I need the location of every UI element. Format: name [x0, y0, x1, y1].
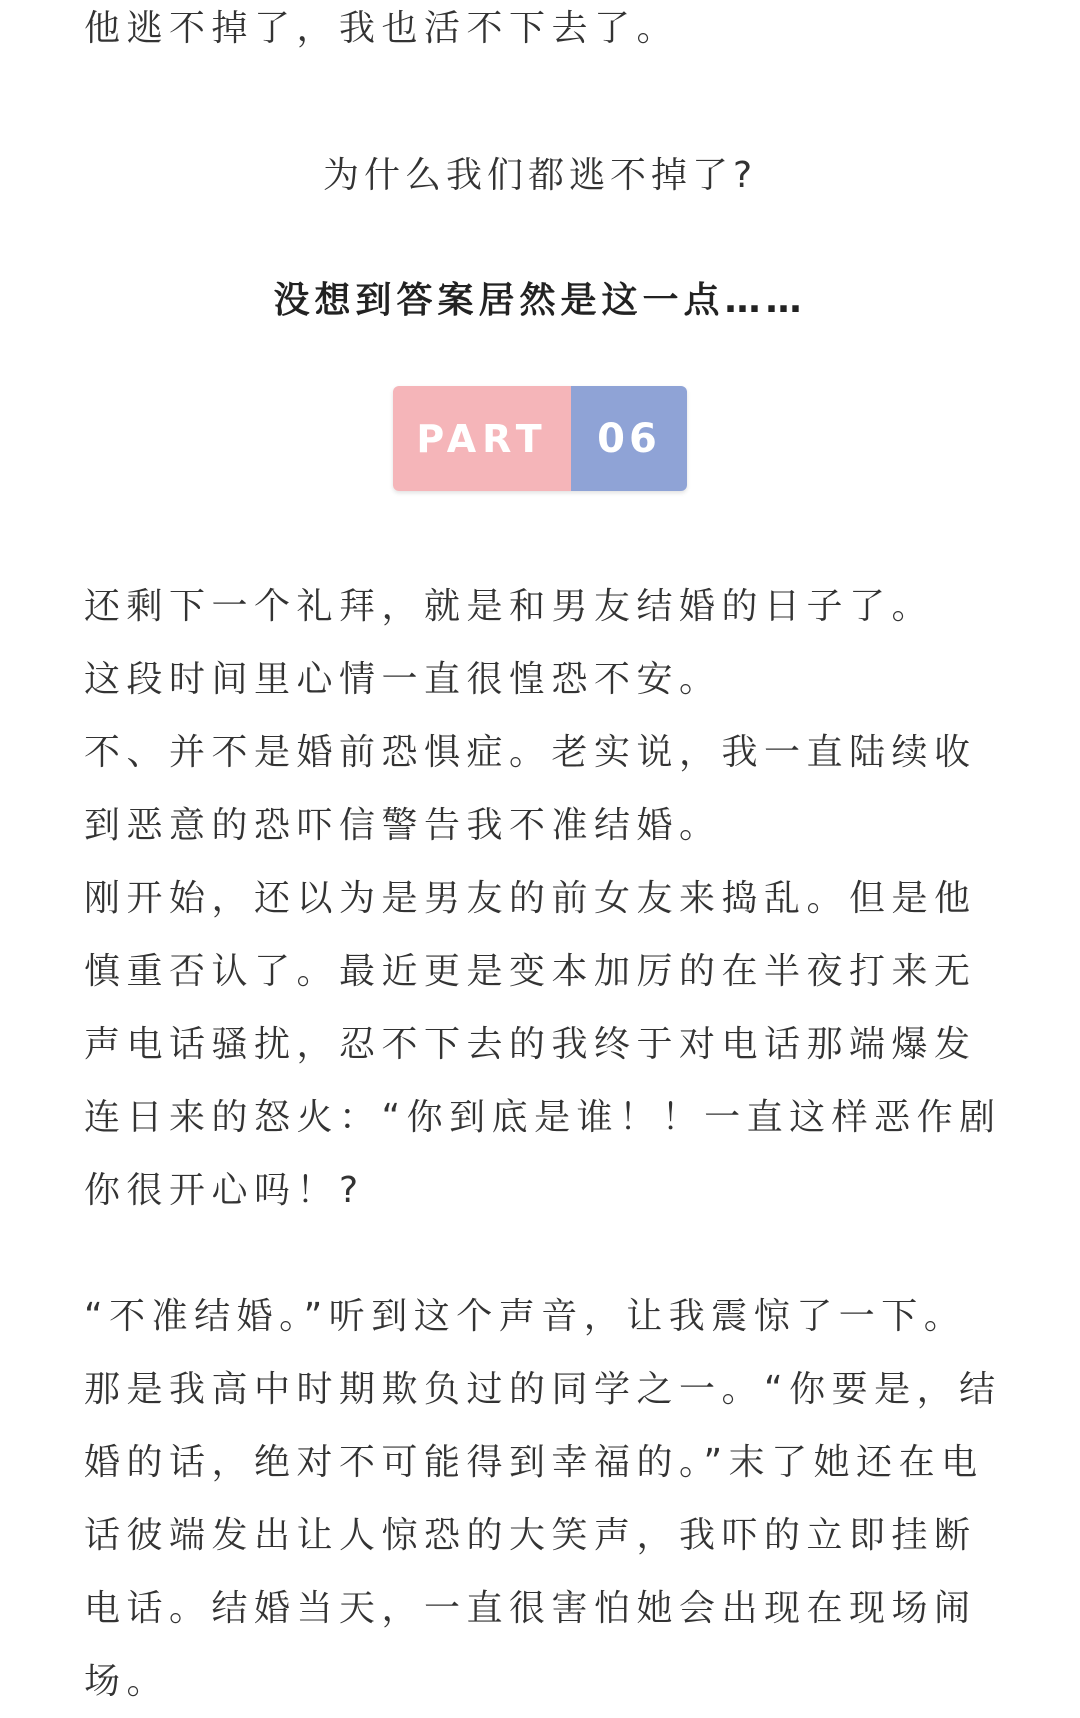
text-line: 那是我高中时期欺负过的同学之一。“你要是，结 [84, 1369, 1002, 1410]
text-line: 他逃不掉了，我也活不下去了。 [84, 8, 680, 49]
text-line: 话彼端发出让人惊恐的大笑声，我吓的立即挂断 [84, 1515, 977, 1556]
text-line: “不准结婚。”听到这个声音，让我震惊了一下。 [84, 1296, 967, 1337]
text-line: 刚开始，还以为是男友的前女友来捣乱。但是他 [84, 878, 977, 919]
text-line: 这段时间里心情一直很惶恐不安。 [84, 659, 722, 700]
text-line: 场。 [84, 1661, 170, 1702]
text-line: 到恶意的恐吓信警告我不准结婚。 [84, 805, 722, 846]
text-line: 不、并不是婚前恐惧症。老实说，我一直陆续收 [84, 732, 977, 773]
part-number: 06 [571, 386, 687, 491]
text-line: 婚的话，绝对不可能得到幸福的。”末了她还在电 [84, 1442, 984, 1483]
text-line: 电话。结婚当天，一直很害怕她会出现在现场闹 [84, 1588, 977, 1629]
part-label: PART [393, 386, 571, 491]
paragraph-1 [84, 570, 1004, 1227]
text-line: 还剩下一个礼拜，就是和男友结婚的日子了。 [84, 586, 935, 627]
intro-line [84, 0, 1004, 65]
text-line: 声电话骚扰，忍不下去的我终于对电话那端爆发 [84, 1024, 977, 1065]
text-line: 连日来的怒火：“你到底是谁！！一直这样恶作剧 [84, 1097, 1002, 1138]
paragraph-2 [84, 1280, 1004, 1718]
part-badge [393, 386, 687, 491]
text-line: 你很开心吗！? [84, 1170, 365, 1211]
question-heading: 为什么我们都逃不掉了? [322, 155, 758, 196]
text-line: 慎重否认了。最近更是变本加厉的在半夜打来无 [84, 951, 977, 992]
answer-heading: 没想到答案居然是这一点…… [273, 280, 807, 321]
